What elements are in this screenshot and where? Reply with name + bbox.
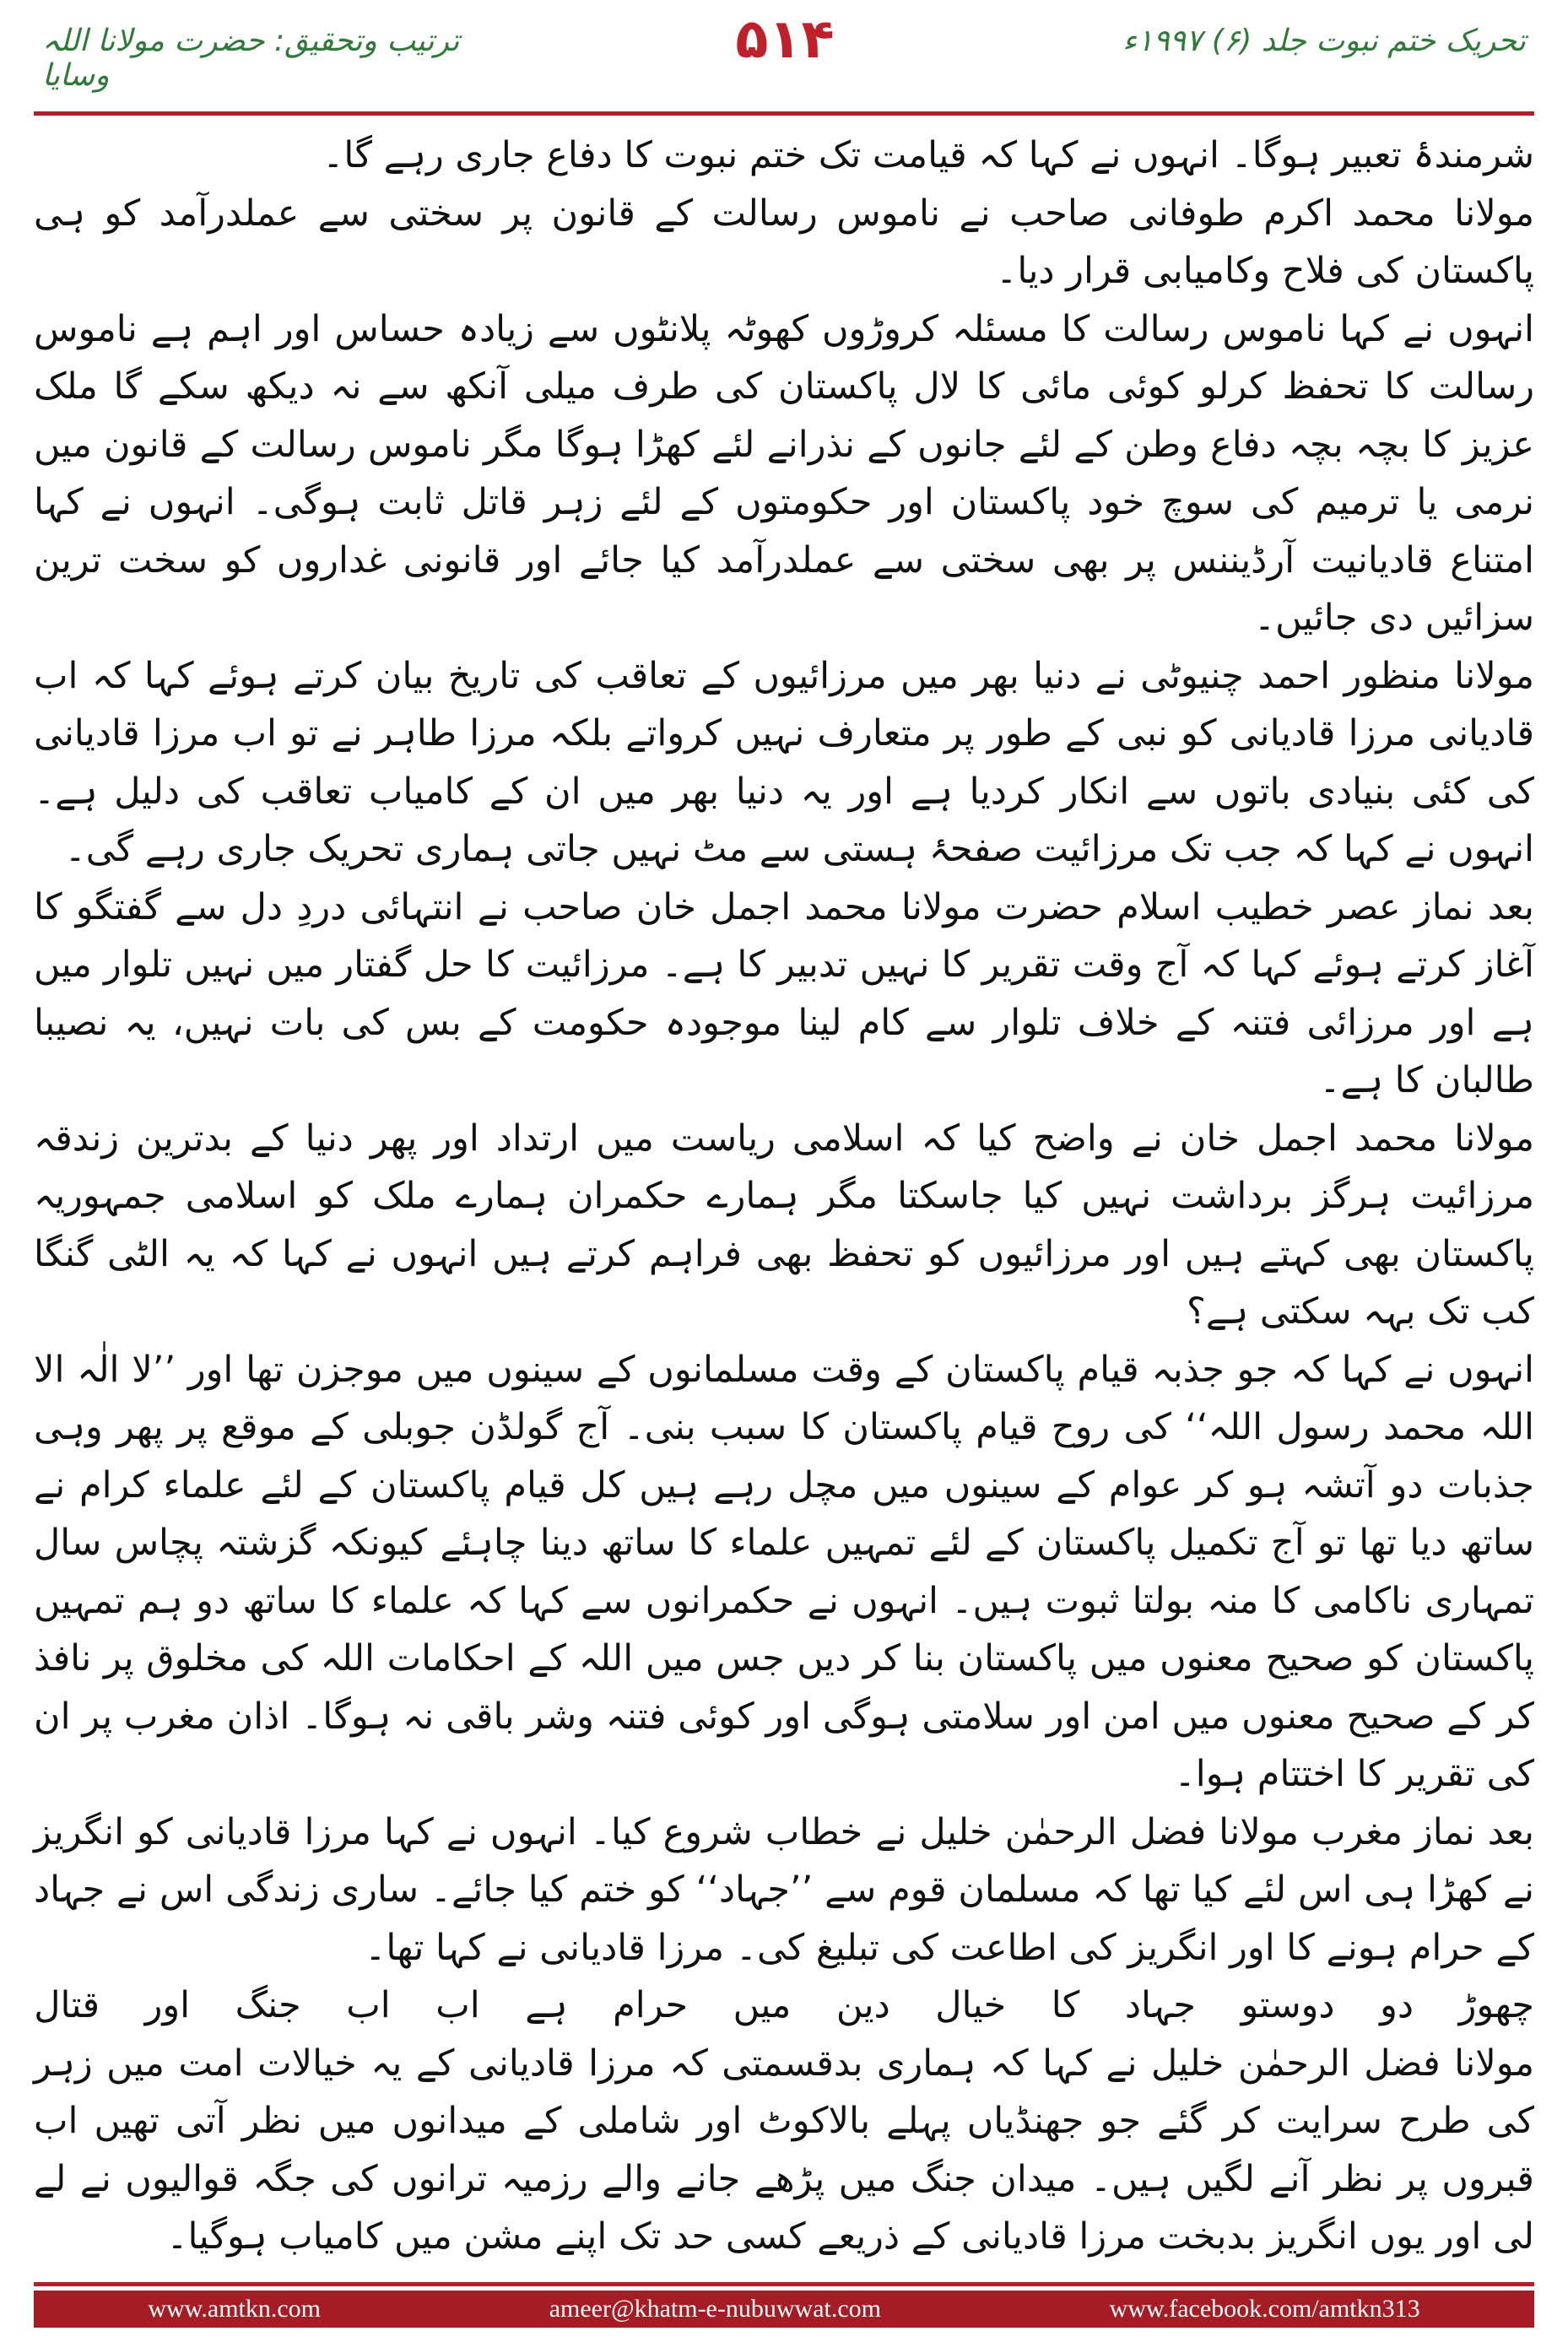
header-divider	[34, 111, 1534, 116]
email-link[interactable]: ameer@khatm-e-nubuwwat.com	[549, 2295, 881, 2323]
verse-word: میں	[733, 1984, 792, 2026]
verse-word: اب	[346, 1984, 391, 2026]
paragraph: مولانا محمد اجمل خان نے واضح کیا کہ اسلامی ریاست میں ارتداد اور پھر دنیا کے بدترین زندقہ مرزائیت ہرگز برداشت نہیں کیا جاسکتا مگر ہمارے حکمران ہمارے ملک کو اسلامی جمہوریہ پاکستان بھی کہتے ہیں اور مرزائیوں کو تحفظ بھی فراہم کرتے ہیں انہوں نے کہا کہ یہ الٹی گنگا کب تک بہہ سکتی ہے؟	[34, 1117, 1534, 1333]
verse-word: جنگ	[235, 1984, 301, 2026]
footer-links-bar	[34, 2291, 1534, 2328]
page-footer	[0, 2279, 1568, 2342]
paragraph: انہوں نے کہا ناموس رسالت کا مسئلہ کروڑوں کھوٹہ پلانٹوں سے زیادہ حساس اور اہم ہے ناموس رسالت کا تحفظ کرلو کوئی مائی کا لال پاکستان کی طرف میلی آنکھ سے نہ دیکھ سکے گا ملک عزیز کا بچہ بچہ دفاع وطن کے لئے جانوں کے نذرانے لئے کھڑا ہوگا مگر ناموس رسالت کے قانون میں نرمی یا ترمیم کی سوچ خود پاکستان اور حکومتوں کے لئے زہر قاتل ثابت ہوگی۔ انہوں نے کہا امتناع قادیانیت آرڈیننس پر بھی سختی سے عملدرآمد کیا جائے اور قانونی غداروں کو سخت ترین سزائیں دی جائیں۔	[34, 307, 1534, 639]
paragraph: انہوں نے کہا کہ جو جذبہ قیام پاکستان کے وقت مسلمانوں کے سینوں میں موجزن تھا اور ’’لا الٰہ الا اللہ محمد رسول اللہ‘‘ کی روح قیام پاکستان کا سبب بنی۔ آج گولڈن جوبلی کے موقع پر پھر وہی جذبات دو آتشہ ہو کر عوام کے سینوں میں مچل رہے ہیں کل قیام پاکستان کے لئے علماء کرام نے ساتھ دیا تھا تو آج تکمیل پاکستان کے لئے تمہیں علماء کا ساتھ دینا چاہئے کیونکہ گزشتہ پچاس سال تمہاری ناکامی کا منہ بولتا ثبوت ہیں۔ انہوں نے حکمرانوں سے کہا کہ علماء کا ساتھ دو ہم تمہیں پاکستان کو صحیح معنوں میں پاکستان بنا کر دیں جس میں اللہ کے احکامات اللہ کی مخلوق پر نافذ کر کے صحیح معنوں میں امن اور سلامتی ہوگی اور کوئی فتنہ وشر باقی نہ ہوگا۔ اذان مغرب پر ان کی تقریر کا اختتام ہوا۔	[34, 1348, 1534, 1795]
verse-word: چھوڑ	[1458, 1984, 1534, 2026]
paragraph: بعد نماز مغرب مولانا فضل الرحمٰن خلیل نے خطاب شروع کیا۔ انہوں نے کہا مرزا قادیانی کو انگریز نے کھڑا ہی اس لئے کیا تھا کہ مسلمان قوم سے ’’جہاد‘‘ کو ختم کیا جائے۔ ساری زندگی اس نے جہاد کے حرام ہونے کا اور انگریز کی اطاعت کی تبلیغ کی۔ مرزا قادیانی نے کہا تھا۔	[34, 1810, 1534, 1969]
page-number: ۵۱۴	[735, 8, 835, 71]
verse-word: جہاد	[1124, 1984, 1196, 2026]
verse-word: دوستو	[1241, 1984, 1335, 2026]
verse-word: قتال	[34, 1984, 100, 2026]
footer-divider	[34, 2282, 1534, 2286]
poetry-verse	[34, 1977, 1534, 2035]
verse-word: دو	[1380, 1984, 1414, 2026]
verse-word: کا	[1051, 1984, 1080, 2026]
verse-word: ہے	[525, 1984, 568, 2026]
paragraph: بعد نماز عصر خطیب اسلام حضرت مولانا محمد اجمل خان صاحب نے انتہائی دردِ دل سے گفتگو کا آغاز کرتے ہوئے کہا کہ آج وقت تقریر کا نہیں تدبیر کا ہے۔ مرزائیت کا حل گفتار میں نہیں تلوار میں ہے اور مرزائی فتنہ کے خلاف تلوار سے کام لینا موجودہ حکومت کے بس کی بات نہیں، یہ نصیبا طالبان کا ہے۔	[34, 885, 1534, 1101]
paragraph: شرمندۂ تعبیر ہوگا۔ انہوں نے کہا کہ قیامت تک ختم نبوت کا دفاع جاری رہے گا۔	[322, 134, 1534, 176]
verse-word: اور	[144, 1984, 191, 2026]
article-body	[34, 127, 1534, 2266]
paragraph: مولانا فضل الرحمٰن خلیل نے کہا کہ ہماری بدقسمتی کہ مرزا قادیانی کے یہ خیالات امت میں زہر کی طرح سرایت کر گئے جو جھنڈیاں پہلے بالاکوٹ اور شاملی کے میدانوں میں نظر آتی تھیں اب قبروں پر نظر آنے لگیں ہیں۔ میدان جنگ میں پڑھے جانے والے رزمیہ ترانوں کی جگہ قوالیوں نے لے لی اور یوں انگریز بدبخت مرزا قادیانی کے ذریعے کسی حد تک اپنے مشن میں کامیاب ہوگیا۔	[34, 2042, 1534, 2258]
paragraph: مولانا منظور احمد چنیوٹی نے دنیا بھر میں مرزائیوں کے تعاقب کی تاریخ بیان کرتے ہوئے کہا کہ اب قادیانی مرزا قادیانی کو نبی کے طور پر متعارف نہیں کرواتے بلکہ مرزا طاہر نے تو اب مرزا قادیانی کی کئی بنیادی باتوں سے انکار کردیا ہے اور یہ دنیا بھر میں ان کے کامیاب تعاقب کی دلیل ہے۔ انہوں نے کہا کہ جب تک مرزائیت صفحۂ ہستی سے مٹ نہیں جاتی ہماری تحریک جاری رہے گی۔	[34, 654, 1535, 870]
header-compiler: ترتیب وتحقیق: حضرت مولانا اللہ وسایا	[42, 24, 460, 93]
paragraph: مولانا محمد اکرم طوفانی صاحب نے ناموس رسالت کے قانون پر سختی سے عملدرآمد کو ہی پاکستان کی فلاح وکامیابی قرار دیا۔	[34, 192, 1534, 292]
verse-word: حرام	[613, 1984, 689, 2026]
facebook-link[interactable]: www.facebook.com/amtkn313	[1109, 2295, 1420, 2323]
verse-word: دین	[835, 1984, 890, 2026]
page-header	[0, 0, 1568, 127]
website-link[interactable]: www.amtkn.com	[148, 2295, 322, 2323]
verse-word: اب	[435, 1984, 480, 2026]
verse-word: خیال	[935, 1984, 1007, 2026]
header-book-title: تحریک ختم نبوت جلد (۶) ۱۹۹۷ء	[1122, 24, 1526, 58]
